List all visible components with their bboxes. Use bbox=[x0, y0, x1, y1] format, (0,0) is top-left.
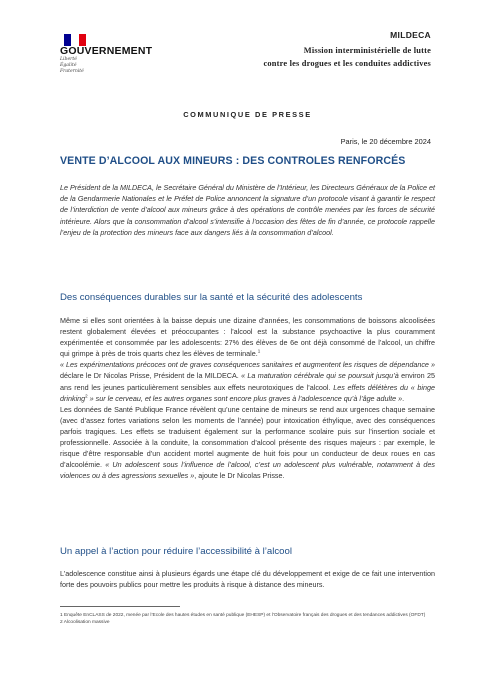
section-2-paragraph-1: L’adolescence constitue ainsi à plusieurs égards une étape clé du développement et exige de ce fait une intervention forte des pouvoirs publics pour mettre les produits à risque à distance des mineurs. bbox=[60, 569, 435, 590]
document-title: VENTE D’ALCOOL AUX MINEURS : DES CONTROLES RENFORCÉS bbox=[60, 155, 406, 167]
motto-fraternite: Fraternité bbox=[60, 69, 84, 74]
footnote-2: 2 Alcoolisation massive bbox=[60, 620, 110, 626]
section-1-body bbox=[60, 315, 435, 481]
document-date: Paris, le 20 décembre 2024 bbox=[340, 137, 431, 146]
paragraph-text: Même si elles sont orientées à la baisse depuis une dizaine d’années, les consommations de boissons alcoolisées restent globalement élevées et préoccupantes : l’alcool est la substance psychoactive la plus couramment expérimentée et consommée par les adolescents: 27% des élèves de 6e ont déjà consommé de l’alcool, un chiffre qui grimpe à près de trois quarts chez les élèves de terminale. bbox=[60, 316, 435, 359]
section-2-body bbox=[60, 568, 435, 590]
section-1-paragraph-2 bbox=[60, 359, 435, 403]
paragraph-text: environ 25 ans rend les jeunes particulièrement sensibles aux effets neurotoxiques de l’alcool. bbox=[60, 371, 435, 392]
footnote-ref-2: 2 bbox=[85, 393, 88, 399]
paragraph-text: Les données de Santé Publique France révèlent qu’une centaine de mineurs se rend aux urgences chaque semaine (avec d’assez fortes variations selon les moments de l’année) pour intoxication éthylique, avec des conséquences parfois tragiques. Les effets se traduisent également sur la performance scolaire puis sur l’insertion sociale et professionnelle. Associée à la conduite, la consommation d’alcool présente des risques majeurs : par exemple, le risque d’être responsable d’un accident mortel augmente de huit fois pour un conducteur de deux roues en cas d’alcoolémie. bbox=[60, 404, 435, 470]
section-1-heading: Des conséquences durables sur la santé et la sécurité des adolescents bbox=[60, 292, 363, 303]
mission-line-2: contre les drogues et les conduites addictives bbox=[263, 59, 431, 68]
paragraph-text: , ajoute le Dr Nicolas Prisse. bbox=[194, 471, 285, 481]
quote: « Les expérimentations précoces ont de graves conséquences sanitaires et augmentent les risques de dépendance » bbox=[60, 360, 435, 370]
footnote-1: 1 Enquête EnCLASS de 2022, menée par l’Ecole des hautes études en santé publique (EHESP) et l’Observatoire français des drogues et des tendances addictives (OFDT) bbox=[60, 613, 426, 618]
document-type: COMMUNIQUE DE PRESSE bbox=[183, 110, 312, 119]
section-1-paragraph-1 bbox=[60, 315, 435, 359]
republic-motto bbox=[60, 57, 84, 75]
footnotes bbox=[60, 612, 435, 626]
intro-paragraph: Le Président de la MILDECA, le Secrétaire Général du Ministère de l’Intérieur, les Directeurs Généraux de la Police et de la Gendarmerie Nationales et le Préfet de Police annoncent la signature d’un protocole visant à garantir le respect de l’interdiction de vente d’alcool aux mineurs grâce à des opérations de contrôle menées par les forces de sécurité intérieure. Alors que la consommation d’alcool s’intensifie à l’occasion des fêtes de fin d’année, ce protocole rappelle l’enjeu de la protection des mineurs face aux dangers liés à la consommation d’alcool. bbox=[60, 183, 435, 237]
mission-title bbox=[263, 44, 431, 70]
motto-egalite: Égalité bbox=[60, 63, 77, 68]
footnote-divider bbox=[60, 606, 180, 607]
quote: « La maturation cérébrale qui se poursuit jusqu’à bbox=[241, 371, 399, 381]
quote: Les effets délétères du « binge drinking bbox=[60, 382, 435, 403]
quote: » sur le cerveau, et les autres organes sont encore plus graves à l’adolescence qu’à l’âge adulte » bbox=[87, 393, 403, 403]
paragraph-text: déclare le Dr Nicolas Prisse, Président de la MILDECA. bbox=[60, 371, 242, 381]
government-wordmark: GOUVERNEMENT bbox=[60, 45, 153, 57]
org-name: MILDECA bbox=[390, 30, 431, 40]
motto-liberte: Liberté bbox=[60, 57, 77, 62]
paragraph-text: . bbox=[402, 393, 405, 403]
footnote-ref-1: 1 bbox=[257, 348, 261, 354]
quote: « Un adolescent sous l’influence de l’alcool, c’est un adolescent plus vulnérable, notamment à des violences ou à des agressions sexuelles » bbox=[60, 460, 435, 481]
section-1-paragraph-3 bbox=[60, 404, 435, 482]
mission-line-1: Mission interministérielle de lutte bbox=[303, 46, 431, 55]
section-2-heading: Un appel à l’action pour réduire l’accessibilité à l’alcool bbox=[60, 546, 292, 557]
